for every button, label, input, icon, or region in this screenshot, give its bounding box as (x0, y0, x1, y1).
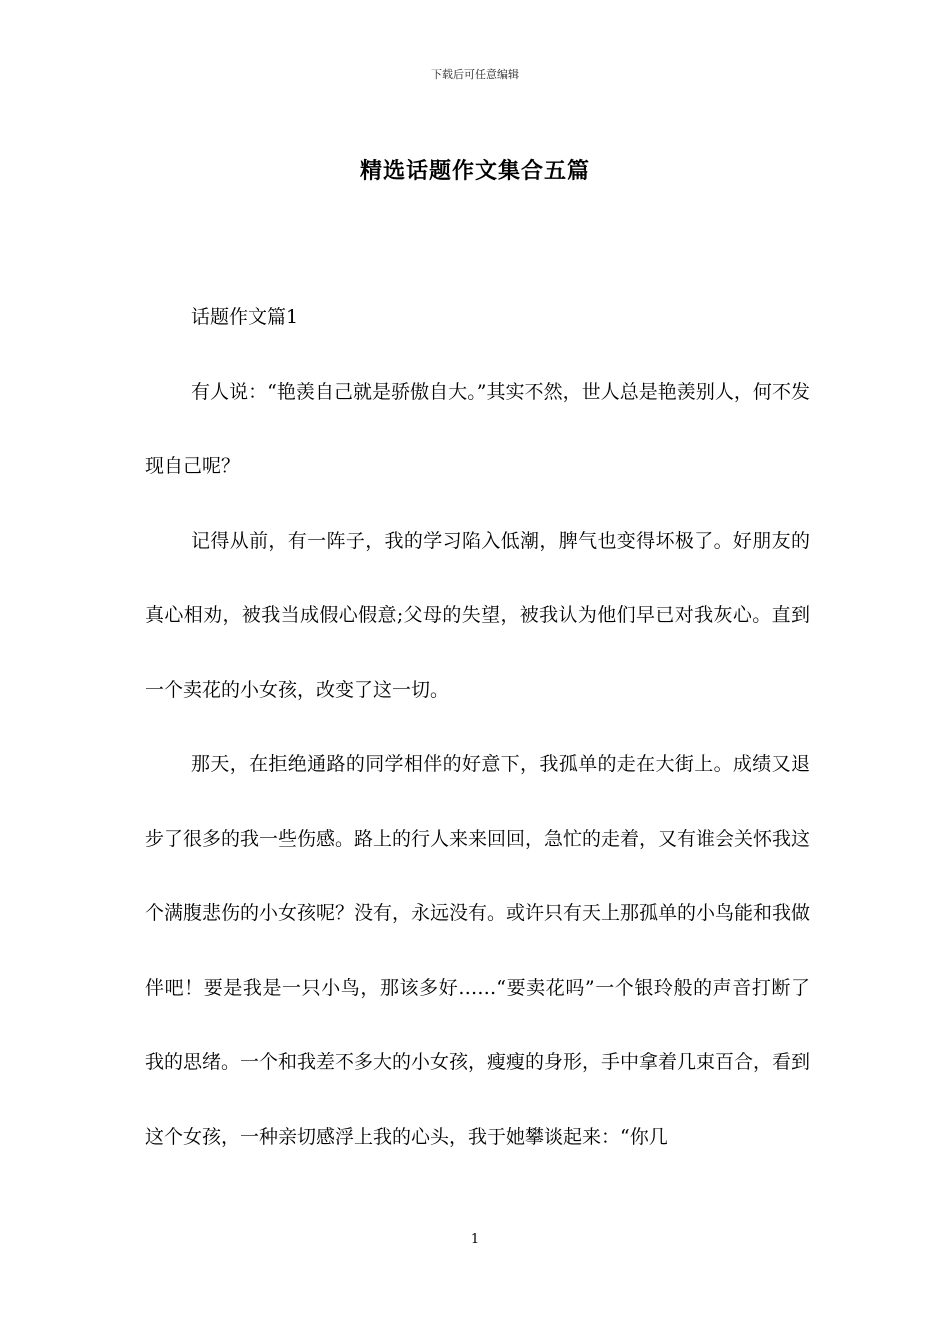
paragraph-2: 记得从前，有一阵子，我的学习陷入低潮，脾气也变得坏极了。好朋友的真心相劝，被我当成假心假意;父母的失望，被我认为他们早已对我灰心。直到一个卖花的小女孩，改变了这一切。 (145, 529, 810, 701)
paragraph-3: 那天，在拒绝通路的同学相伴的好意下，我孤单的走在大街上。成绩又退步了很多的我一些伤感。路上的行人来来回回，急忙的走着，又有谁会关怀我这个满腹悲伤的小女孩呢？没有，永远没有。或许只有天上那孤单的小鸟能和我做伴吧！要是我是一只小鸟，那该多好……“要卖花吗”一个银玲般的声音打断了我的思绪。一个和我差不多大的小女孩，瘦瘦的身形，手中拿着几束百合，看到这个女孩，一种亲切感浮上我的心头，我于她攀谈起来：“你几 (145, 753, 811, 1148)
header-note: 下载后可任意编辑 (431, 68, 519, 81)
paragraph-1: 有人说：“艳羡自己就是骄傲自大。”其实不然，世人总是艳羡别人，何不发现自己呢？ (145, 380, 810, 477)
page-number: 1 (470, 1232, 480, 1247)
document-title: 精选话题作文集合五篇 (359, 158, 590, 184)
section-heading: 话题作文篇1 (191, 306, 299, 328)
document-body (145, 280, 810, 1174)
